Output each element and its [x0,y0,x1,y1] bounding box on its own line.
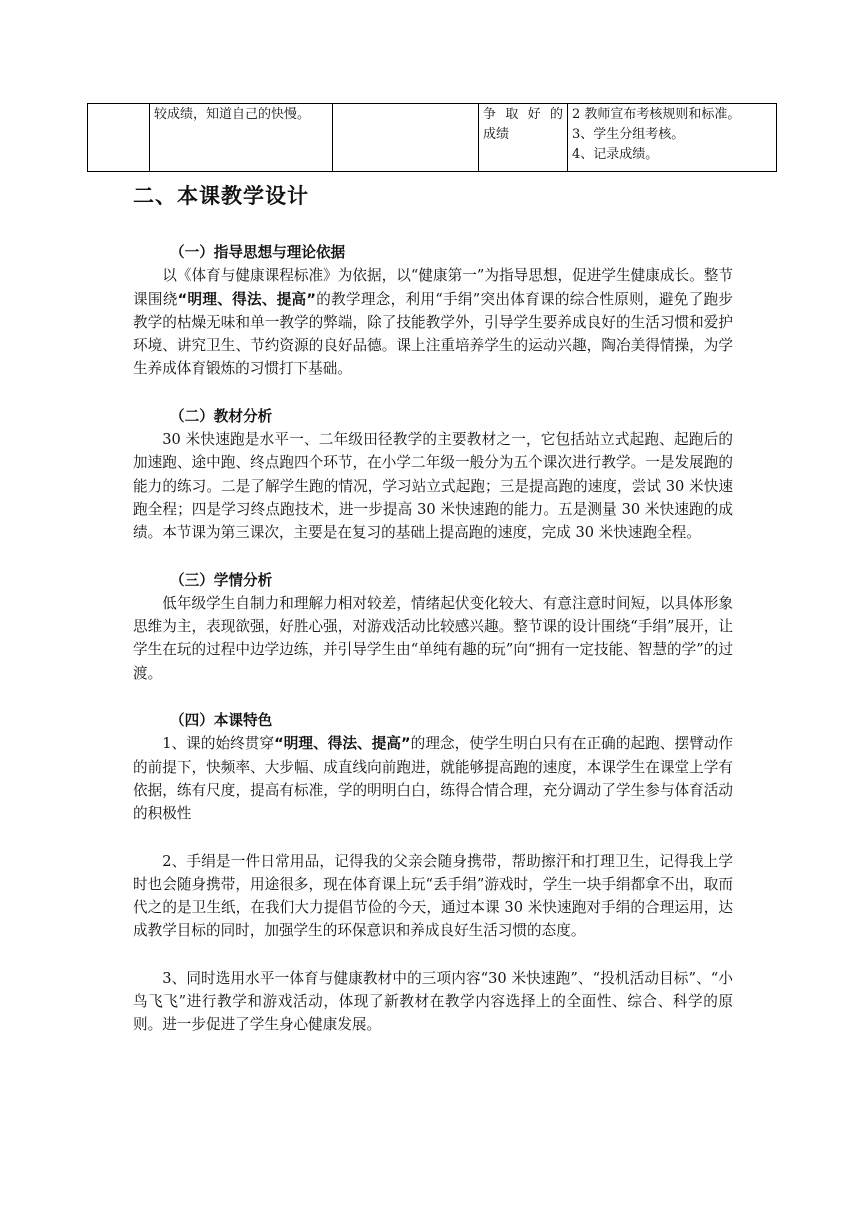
paragraph: 30 米快速跑是水平一、二年级田径教学的主要教材之一，它包括站立式起跑、起跑后的加速跑、途中跑、终点跑四个环节，在小学二年级一般分为五个课次进行教学。一是发展跑的能力的练习。二是了解学生跑的情况，学习站立式起跑；三是提高跑的速度，尝试 30 米快速跑全程；四是学习终点跑技术，进一步提高 30 米快速跑的能力。五是测量 30 米快速跑的成绩。本节课为第三课次，主要是在复习的基础上提高跑的速度，完成 30 米快速跑全程。 [133,431,733,542]
step-line: 4、记录成绩。 [572,147,659,162]
table-cell-goal [150,104,333,172]
paragraph [133,732,733,825]
paragraph: 2、手绢是一件日常用品，记得我的父亲会随身携带，帮助擦汗和打理卫生，记得我上学时也会随身携带，用途很多，现在体育课上玩“丢手绢”游戏时，学生一块手绢都拿不出，取而代之的是卫生纸，在我们大力提倡节俭的今天，通过本课 30 米快速跑对手绢的合理运用，达成教学目标的同时，加强学生的环保意识和养成良好生活习惯的态度。 [133,852,733,940]
table-cell-empty [88,104,150,172]
table-cell-steps [568,104,777,172]
paragraph: 3、同时选用水平一体育与健康教材中的三项内容“30 米快速跑”、“投机活动目标”、“小鸟飞飞”进行教学和游戏活动，体现了新教材在教学内容选择上的全面性、综合、科学的原则。进一步促进了学生身心健康发展。 [133,969,733,1034]
lesson-table-fragment [87,103,777,172]
bold-text: “明理、得法、提高” [274,735,411,753]
step-line: 3、学生分组考核。 [572,127,685,142]
text-run: 以《体育与健康课程标准》为依据，以“健康第一”为指导思想，促进学生健康成长。整节课围绕 [133,267,733,308]
subsection-title: （一）指导思想与理论依据 [170,244,346,261]
section-heading: 二、本课教学设计 [133,184,309,208]
objective-line: 争 取 好 的 [483,107,563,122]
section-guiding-ideas [133,241,733,1037]
subsection-title: （四）本课特色 [170,712,273,730]
bold-text: “明理、得法、提高” [177,290,317,308]
table-cell-empty [333,104,479,172]
objective-line: 成绩 [483,127,510,142]
table-cell-objective [479,104,568,172]
subsection-title: （三）学情分析 [170,571,273,589]
paragraph: 低年级学生自制力和理解力相对较差，情绪起伏变化较大、有意注意时间短，以具体形象思维为主，表现欲强，好胜心强，对游戏活动比较感兴趣。整节课的设计围绕“手绢”展开，让学生在玩的过程中边学边练，并引导学生由“单纯有趣的玩”向“拥有一定技能、智慧的学”的过渡。 [133,594,733,682]
paragraph [133,264,733,380]
text-run: 的理念，使学生明白只有在正确的起跑、摆臂动作的前提下，快频率、大步幅、成直线向前跑进，就能够提高跑的速度，本课学生在课堂上学有依据，练有尺度，提高有标准，学的明明白白，练得合情合理，充分调动了学生参与体育活动的积极性 [133,735,733,823]
text-run: 的教学理念，利用“手绢”突出体育课的综合性原则，避免了跑步教学的枯燥无味和单一教学的弊端，除了技能教学外，引导学生要养成良好的生活习惯和爱护环境、讲究卫生、节约资源的良好品德。课上注重培养学生的运动兴趣，陶冶美得情操，为学生养成体育锻炼的习惯打下基础。 [133,290,733,378]
text-run: 1、课的始终贯穿 [162,735,275,753]
goal-text: 较成绩，知道自己的快慢。 [154,107,311,122]
table-row [88,104,777,172]
step-line: 2 教师宣布考核规则和标准。 [572,107,741,122]
subsection-title: （二）教材分析 [170,407,273,425]
